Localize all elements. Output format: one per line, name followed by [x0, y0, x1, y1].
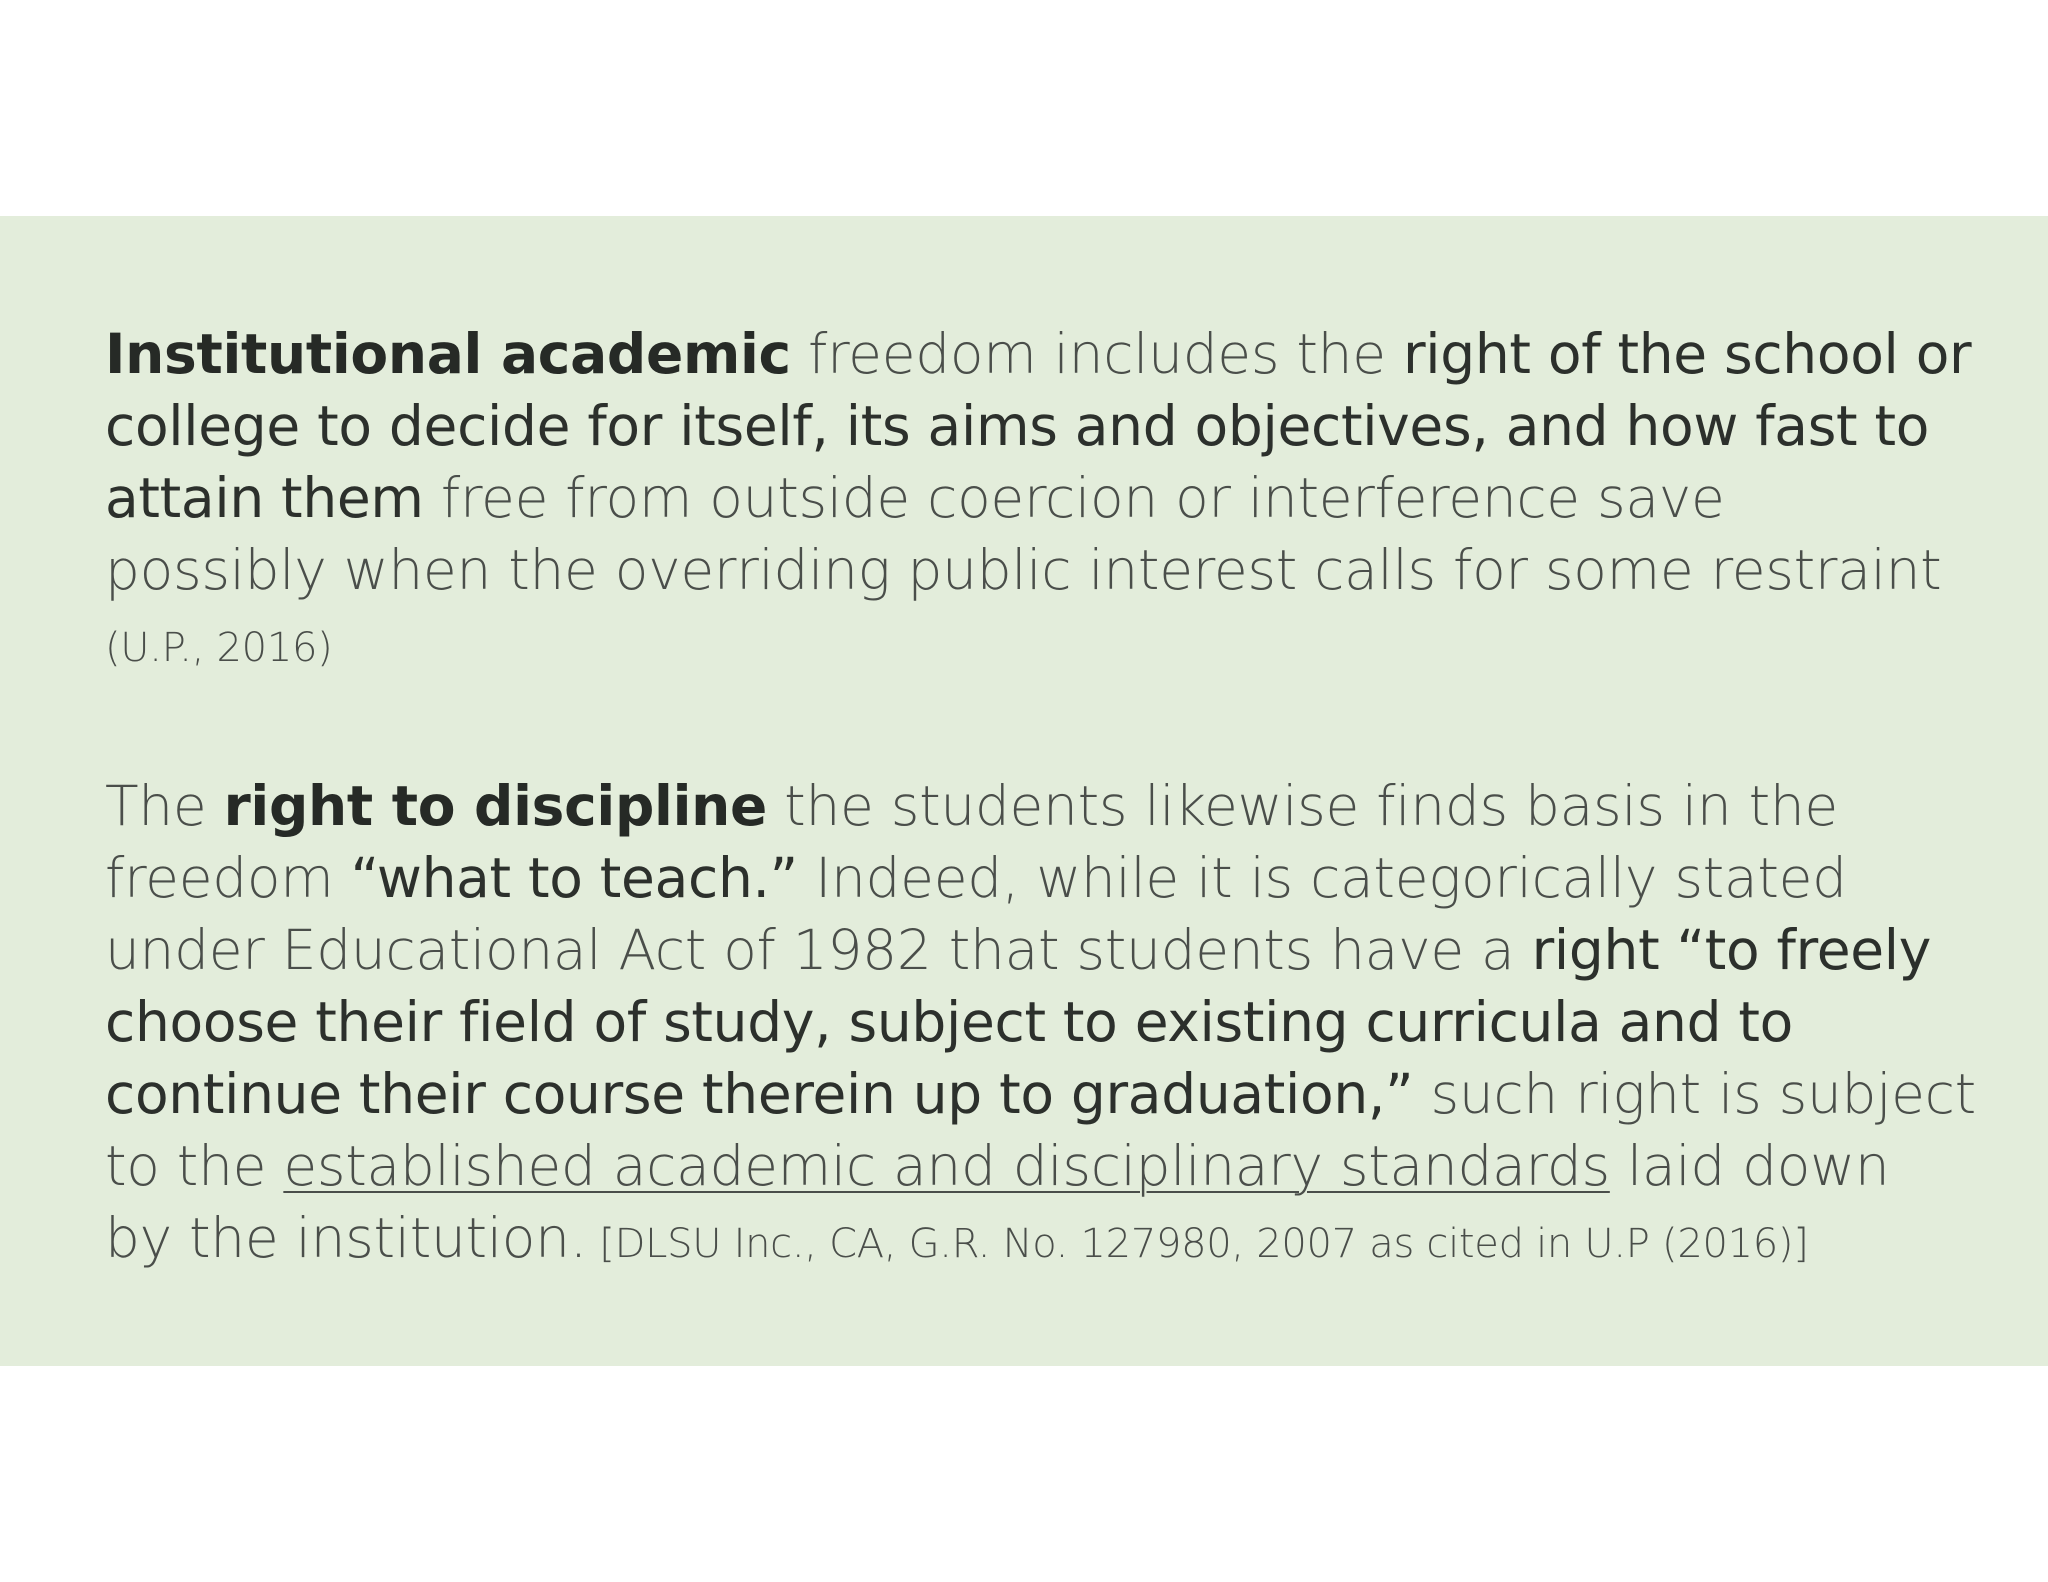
p2-text: under Educational Act of 1982 that students have a: [105, 918, 1532, 982]
p1-text: free from outside coercion or interference save: [423, 466, 1725, 530]
paragraph-institutional-academic-freedom: [105, 318, 1985, 671]
p2-emphasis: continue their course therein up to graduation,”: [105, 1062, 1414, 1126]
p2-emphasis: choose their field of study, subject to existing curricula and to: [105, 990, 1794, 1054]
p2-text: the students likewise finds basis in the: [767, 774, 1838, 838]
p1-emphasis: college to decide for itself, its aims and objectives, and how fast to: [105, 394, 1930, 458]
p1-line-3: [105, 462, 1985, 534]
term-right-to-discipline: right to discipline: [223, 774, 767, 838]
p2-emphasis: “what to teach.”: [350, 846, 798, 910]
p1-line-5: [105, 606, 1985, 671]
p2-line-7: [105, 1202, 1985, 1274]
p1-line-2: [105, 390, 1985, 462]
p2-citation: [DLSU Inc., CA, G.R. No. 127980, 2007 as cited in U.P (2016)]: [586, 1221, 1809, 1267]
underlined-standards-text: established academic and disciplinary standards: [283, 1134, 1610, 1198]
p2-line-5: [105, 1058, 1985, 1130]
paragraph-right-to-discipline: [105, 770, 1985, 1274]
p1-emphasis: attain them: [105, 466, 424, 530]
p2-text: The: [105, 774, 224, 838]
p1-text: freedom includes the: [790, 322, 1403, 386]
p2-text: such right is subject: [1413, 1062, 1976, 1126]
p2-text: by the institution.: [105, 1206, 587, 1270]
p1-line-4: [105, 534, 1985, 606]
p2-line-3: [105, 914, 1985, 986]
p2-line-6: [105, 1130, 1985, 1202]
p2-line-1: [105, 770, 1985, 842]
p2-text: freedom: [105, 846, 351, 910]
p2-text: Indeed, while it is categorically stated: [797, 846, 1847, 910]
p2-line-4: [105, 986, 1985, 1058]
term-institutional-academic: Institutional academic: [105, 322, 791, 386]
p1-emphasis: right of the school or: [1402, 322, 1972, 386]
p1-text: possibly when the overriding public interest calls for some restraint: [105, 538, 1942, 602]
p2-line-2: [105, 842, 1985, 914]
p2-emphasis: right “to freely: [1531, 918, 1931, 982]
p2-text: to the: [105, 1134, 284, 1198]
p2-text: laid down: [1609, 1134, 1890, 1198]
p1-line-1: [105, 318, 1985, 390]
p1-citation: (U.P., 2016): [105, 625, 333, 671]
